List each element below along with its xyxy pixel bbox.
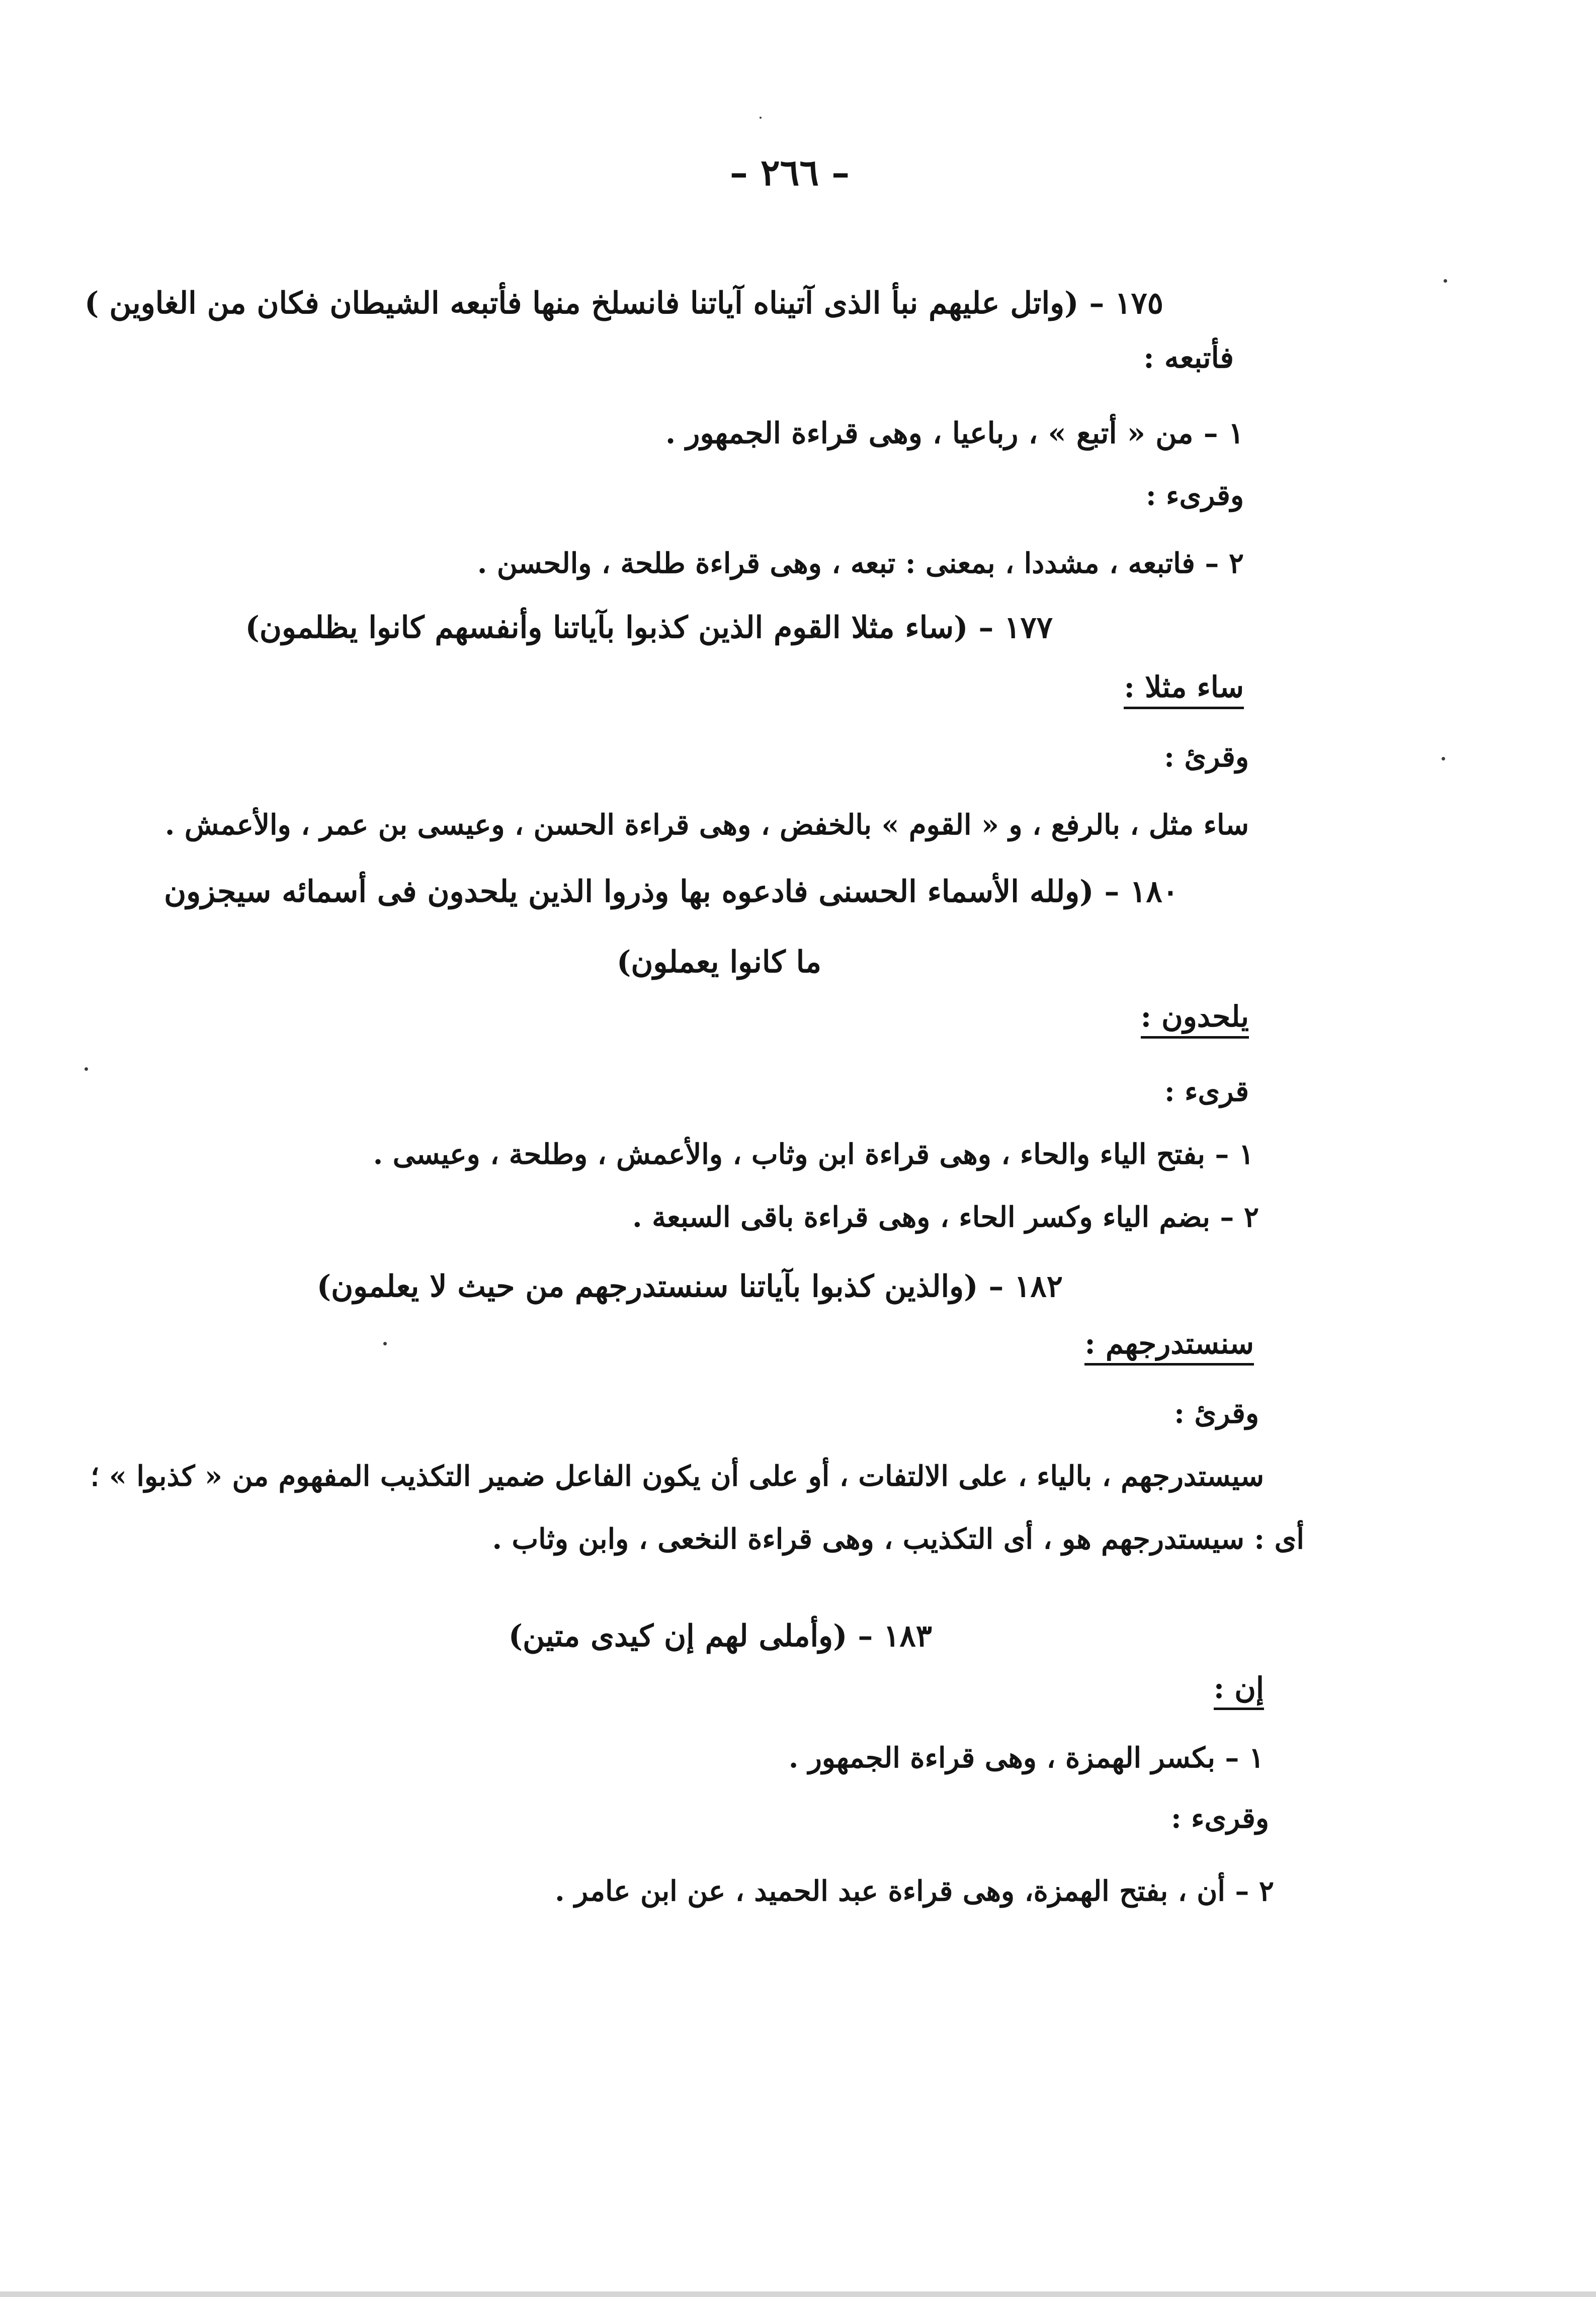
word-heading-yulhidun: يلحدون : <box>1141 1001 1249 1039</box>
reading-label-4: وقرئ : <box>1174 1397 1259 1430</box>
reading-saa-mathal: ساء مثل ، بالرفع ، و « القوم » بالخفض ، وهى قراءة الحسن ، وعيسى بن عمر ، والأعمش . <box>164 808 1249 841</box>
verse-175: ١٧٥ – (واتل عليهم نبأ الذى آتيناه آياتنا فانسلخ منها فأتبعه الشيطان فكان من الغاوين ) <box>85 286 1163 321</box>
reading-label-5: وقرىء : <box>1170 1802 1269 1835</box>
reading-2-anna: ٢ – أن ، بفتح الهمزة، وهى قراءة عبد الحميد ، عن ابن عامر . <box>555 1875 1274 1908</box>
reading-sayastadrijuhum-line-1: سيستدرجهم ، بالياء ، على الالتفات ، أو على أن يكون الفاعل ضمير التكذيب المفهوم من « كذبوا » ؛ <box>90 1460 1264 1493</box>
reading-sayastadrijuhum-line-2: أى : سيستدرجهم هو ، أى التكذيب ، وهى قراءة النخعى ، وابن وثاب . <box>492 1522 1304 1556</box>
reading-1-atba: ١ – من « أتبع » ، رباعيا ، وهى قراءة الجمهور . <box>665 416 1244 450</box>
scan-speck <box>85 1067 88 1071</box>
scan-speck <box>383 1342 387 1345</box>
verse-182: ١٨٢ – (والذين كذبوا بآياتنا سنستدرجهم من حيث لا يعلمون) <box>316 1269 1063 1304</box>
scan-speck <box>1442 757 1445 760</box>
reading-2-ittabaahu: ٢ – فاتبعه ، مشددا ، بمعنى : تبعه ، وهى قراءة طلحة ، والحسن . <box>477 547 1244 580</box>
page-number: – ٢٦٦ – <box>729 151 850 194</box>
reading-2-yulhidun: ٢ – بضم الياء وكسر الحاء ، وهى قراءة باقى السبعة . <box>632 1201 1259 1234</box>
reading-1-inna: ١ – بكسر الهمزة ، وهى قراءة الجمهور . <box>788 1741 1264 1774</box>
word-heading-sanastadrijuhum: سنستدرجهم : <box>1084 1328 1254 1366</box>
verse-180-line-2: ما كانوا يعملون) <box>616 945 821 980</box>
scan-speck <box>1444 279 1447 283</box>
page-bottom-edge <box>0 2291 1596 2297</box>
word-heading-saa-mathalan: ساء مثلا : <box>1124 671 1244 709</box>
verse-180-line-1: ١٨٠ – (ولله الأسماء الحسنى فادعوه بها وذروا الذين يلحدون فى أسمائه سيجزون <box>164 874 1179 909</box>
reading-1-yalhadun: ١ – بفتح الياء والحاء ، وهى قراءة ابن وثاب ، والأعمش ، وطلحة ، وعيسى . <box>373 1138 1254 1171</box>
verse-177: ١٧٧ – (ساء مثلا القوم الذين كذبوا بآياتنا وأنفسهم كانوا يظلمون) <box>245 610 1053 645</box>
scan-speck <box>760 117 762 119</box>
reading-label-2: وقرئ : <box>1164 740 1249 774</box>
reading-label-1: وقرىء : <box>1145 479 1244 512</box>
word-heading-fatbaahu: فأتبعه : <box>1143 341 1234 375</box>
word-heading-inna: إن : <box>1214 1672 1264 1710</box>
reading-label-3: قرىء : <box>1164 1075 1249 1108</box>
verse-183: ١٨٣ – (وأملى لهم إن كيدى متين) <box>508 1619 932 1654</box>
